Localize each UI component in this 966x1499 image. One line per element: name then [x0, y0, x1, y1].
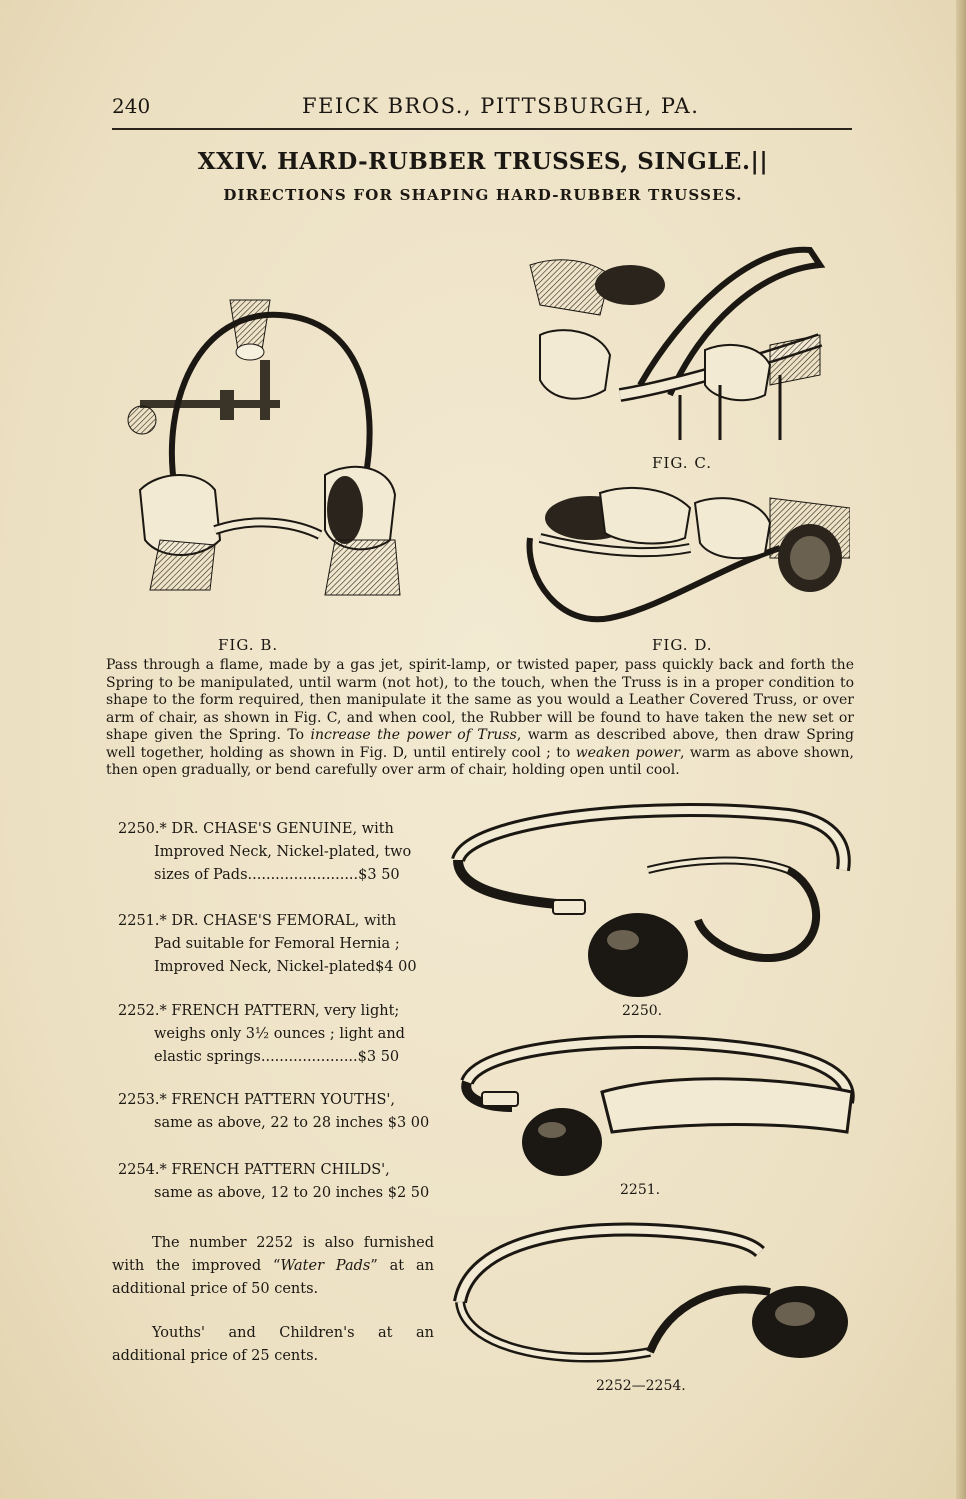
figure-b-caption: FIG. B. [218, 636, 279, 654]
product-item-2250 [118, 818, 436, 887]
figure-c-caption: FIG. C. [652, 454, 713, 472]
figure-c-illustration [520, 245, 830, 445]
product-2254-line-2: same as above, 12 to 20 inches $2 50 [154, 1185, 430, 1201]
directions-emphasis-1: increase the power of Truss [310, 727, 517, 743]
directions-text-part-3: , warm as above shown, then open gradually, or bend carefully over arm of chair, holding open until cool. [106, 744, 854, 778]
water-pads-note-text: The number 2252 is also furnished with the improved “Water Pads” at an additional price of 50 cents. [112, 1235, 434, 1297]
product-item-2252 [118, 1000, 436, 1069]
truss-2252-2254-illustration [450, 1202, 860, 1382]
truss-2252-2254-label: 2252—2254. [596, 1378, 686, 1394]
directions-emphasis-2: weaken power [575, 744, 680, 761]
figure-d-caption: FIG. D. [652, 636, 713, 654]
truss-2251-label: 2251. [620, 1182, 661, 1198]
running-head: FEICK BROS., PITTSBURGH, PA. [302, 94, 700, 118]
product-item-2251 [118, 910, 436, 979]
page-header [112, 94, 852, 128]
figure-b-illustration [120, 290, 440, 620]
header-rule [112, 128, 852, 130]
youths-children-note-text: Youths' and Children's at an additional price of 25 cents. [112, 1325, 434, 1364]
section-subtitle: DIRECTIONS FOR SHAPING HARD-RUBBER TRUSSES. [223, 186, 743, 204]
product-2254-line-1: 2254.* FRENCH PATTERN CHILDS', [118, 1162, 390, 1178]
product-2250-line-2: Improved Neck, Nickel-plated, two [154, 844, 412, 860]
page-edge-shadow [956, 0, 966, 1499]
truss-2250-illustration [448, 800, 858, 1005]
directions-text-part-2: , warm as described above, then draw Spring well together, holding as shown in Fig. D, until entirely cool ; to [106, 727, 854, 761]
product-2251-line-1: 2251.* DR. CHASE'S FEMORAL, with [118, 913, 397, 929]
product-2252-line-2: weighs only 3½ ounces ; light and [154, 1026, 405, 1042]
product-2252-line-3: elastic springs.....................$3 50 [154, 1049, 400, 1065]
product-item-2253 [118, 1089, 436, 1135]
product-2250-line-1: 2250.* DR. CHASE'S GENUINE, with [118, 821, 394, 837]
truss-2251-illustration [452, 1022, 862, 1182]
directions-paragraph [106, 657, 854, 780]
page-number: 240 [112, 94, 151, 118]
water-pads-note [112, 1232, 434, 1301]
product-2252-line-1: 2252.* FRENCH PATTERN, very light; [118, 1003, 400, 1019]
youths-children-note [112, 1322, 434, 1368]
product-2253-line-1: 2253.* FRENCH PATTERN YOUTHS', [118, 1092, 396, 1108]
truss-2250-label: 2250. [622, 1003, 663, 1019]
product-item-2254 [118, 1159, 436, 1205]
directions-text-part-1: Pass through a flame, made by a gas jet, spirit-lamp, or twisted paper, pass quickly back and forth the Spring to be manipulated, until warm (not hot), to the touch, when the Truss is in a proper condition to shape to the form required, then manipulate it the same as you would a Leather Covered Truss, or over arm of chair, as shown in Fig. C, and when cool, the Rubber will be found to have taken the new set or shape given the Spring. To [106, 657, 854, 743]
product-2251-line-2: Pad suitable for Femoral Hernia ; [154, 936, 400, 952]
figure-d-illustration [520, 478, 850, 628]
section-title: XXIV. HARD-RUBBER TRUSSES, SINGLE.|| [197, 148, 769, 175]
product-2250-line-3: sizes of Pads........................$3 50 [154, 867, 400, 883]
product-2251-line-3: Improved Neck, Nickel-plated$4 00 [154, 959, 417, 975]
product-2253-line-2: same as above, 22 to 28 inches $3 00 [154, 1115, 430, 1131]
